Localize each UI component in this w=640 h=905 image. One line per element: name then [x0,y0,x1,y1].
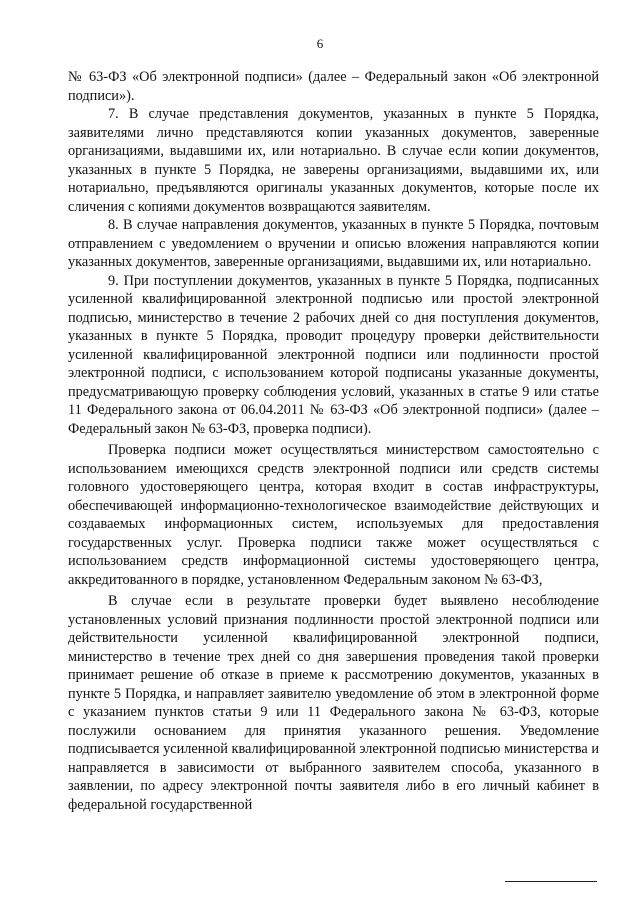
paragraph-item-7: 7. В случае представления документов, указанных в пункте 5 Порядка, заявителями лично представляются копии указанных документов, заверенные организациями, выдавшими их, или нотариально. В случае если копии документов, указанных в пункте 5 Порядка, не заверены организациями, выдавшими их, или нотариально, предъявляются оригиналы указанных документов, которые после их сличения с копиями документов возвращаются заявителям. [68,106,599,215]
paragraph-continuation: № 63-ФЗ «Об электронной подписи» (далее – Федеральный закон «Об электронной подписи»). [68,69,599,104]
bottom-rule [505,881,597,882]
document-body [68,68,599,814]
paragraph-item-8: 8. В случае направления документов, указанных в пункте 5 Порядка, почтовым отправлением с уведомлением о вручении и описью вложения направляются копии указанных документов, заверенные организациями, выдавшими их, или нотариально. [68,217,599,270]
paragraph-check-failure: В случае если в результате проверки будет выявлено несоблюдение установленных условий признания подлинности простой электронной подписи или действительности усиленной квалифицированной электронной подписи, министерство в течение трех дней со дня завершения проведения такой проверки принимает решение об отказе в приеме к рассмотрению документов, указанных в пункте 5 Порядка, и направляет заявителю уведомление об этом в электронной форме с указанием пунктов статьи 9 или 11 Федерального закона № 63-ФЗ, которые послужили основанием для принятия указанного решения. Уведомление подписывается усиленной квалифицированной электронной подписью министерства и направляется в зависимости от выбранного заявителем способа, указанного в заявлении, по адресу электронной почты заявителя либо в его личный кабинет в федеральной государственной [68,593,599,813]
page-number: 6 [316,36,324,51]
paragraph-item-9: 9. При поступлении документов, указанных в пункте 5 Порядка, подписанных усиленной квалифицированной электронной подписью или простой электронной подписью, министерство в течение 2 рабочих дней со дня поступления документов, указанных в пункте 5 Порядка, проводит процедуру проверки действительности усиленной квалифицированной электронной подписи или подлинности простой электронной подписи, с использованием которой подписаны указанные документы, предусматривающую проверку соблюдения условий, указанных в статье 9 или статье 11 Федерального закона от 06.04.2011 № 63-ФЗ «Об электронной подписи» (далее – Федеральный закон № 63-ФЗ, проверка подписи). [68,272,599,437]
paragraph-signature-check: Проверка подписи может осуществляться министерством самостоятельно с использованием имеющихся средств электронной подписи или средств системы головного удостоверяющего центра, которая входит в состав инфраструктуры, обеспечивающей информационно-технологическое взаимодействие действующих и создаваемых информационных систем, используемых для предоставления государственных услуг. Проверка подписи также может осуществляться с использованием средств информационной системы удостоверяющего центра, аккредитованного в порядке, установленном Федеральным законом № 63-ФЗ, [68,442,599,588]
